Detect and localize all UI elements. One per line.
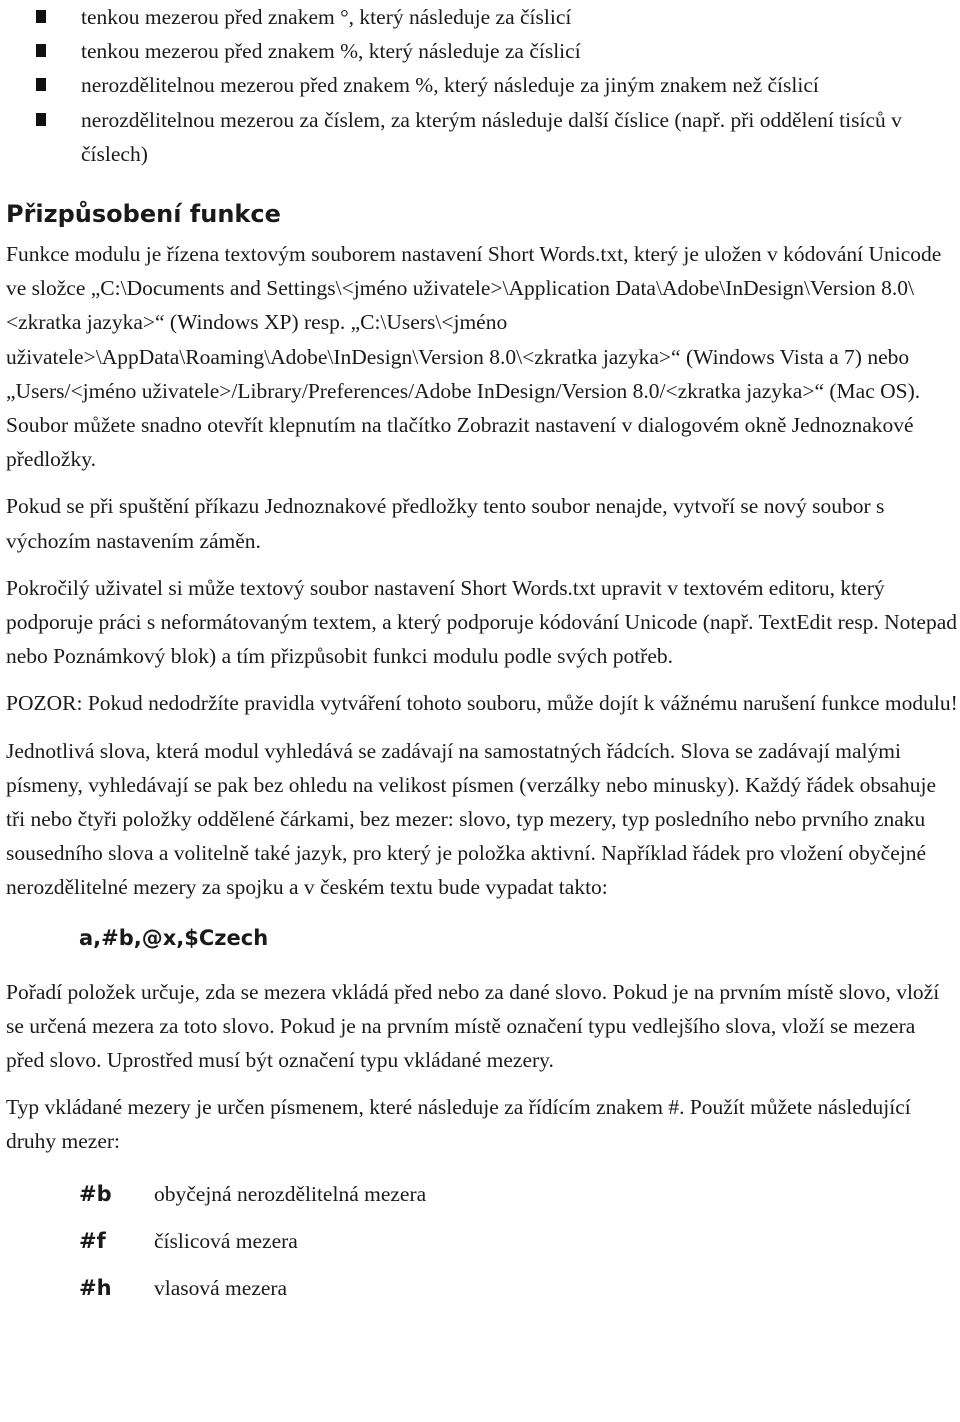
bullet-item: tenkou mezerou před znakem °, který následuje za číslicí — [6, 0, 958, 34]
paragraph-missing-file: Pokud se při spuštění příkazu Jednoznakové předložky tento soubor nenajde, vytvoří se nový soubor s výchozím nastavením záměn. — [6, 494, 885, 553]
space-type-code: #b — [79, 1181, 112, 1206]
bullet-item: nerozdělitelnou mezerou za číslem, za kterým následuje další číslice (např. při oddělení tisíců v číslech) — [6, 103, 958, 171]
space-type-description: obyčejná nerozdělitelná mezera — [154, 1181, 427, 1206]
space-type-row — [6, 1271, 958, 1318]
paragraph-item-order: Pořadí položek určuje, zda se mezera vkládá před nebo za dané slovo. Pokud je na prvním místě slovo, vloží se určená mezera za toto slovo. Pokud je na prvním místě označení typu vedlejšího slova, vloží se mezera před slovo. Uprostřed musí být označení typu vkládané mezery. — [6, 979, 940, 1073]
paragraph-settings-file: Funkce modulu je řízena textovým souborem nastavení Short Words.txt, který je uložen v kódování Unicode ve složce „C:\Documents and Settings\<jméno uživatele>\Application Data\Adobe\InDesign\Version 8.0\<zkratka jazyka>“ (Windows XP) resp. „C:\Users\<jméno uživatele>\AppData\Roaming\Adobe\InDesign\Version 8.0\<zkratka jazyka>“ (Windows Vista a 7) nebo „Users/<jméno uživatele>/Library/Preferences/Adobe InDesign/Version 8.0/<zkratka jazyka>“ (Mac OS). Soubor můžete snadno otevřít klepnutím na tlačítko Zobrazit nastavení v dialogovém okně Jednoznakové předložky. — [6, 242, 942, 472]
space-type-row — [6, 1177, 958, 1224]
space-type-description: vlasová mezera — [154, 1275, 288, 1300]
paragraph-word-format: Jednotlivá slova, která modul vyhledává se zadávají na samostatných řádcích. Slova se zadávají malými písmeny, vyhledávají se pak bez ohledu na velikost písmen (verzálky nebo minusky). Každý řádek obsahuje tři nebo čtyři položky oddělené čárkami, bez mezer: slovo, typ mezery, typ posledního nebo prvního znaku sousedního slova a volitelně také jazyk, pro který je položka aktivní. Například řádek pro vložení obyčejné nerozdělitelné mezery za spojku a v českém textu bude vypadat takto: — [6, 738, 937, 900]
bullet-item: nerozdělitelnou mezerou před znakem %, který následuje za jiným znakem než číslicí — [6, 68, 958, 102]
section-heading: Přizpůsobení funkce — [6, 200, 281, 229]
paragraph-advanced-user: Pokročilý uživatel si může textový soubor nastavení Short Words.txt upravit v textovém editoru, který podporuje práci s neformátovaným textem, a který podporuje kódování Unicode (např. TextEdit resp. Notepad nebo Poznámkový blok) a tím přizpůsobit funkci modulu podle svých potřeb. — [6, 575, 957, 669]
space-type-row — [6, 1224, 958, 1271]
space-type-description: číslicová mezera — [154, 1228, 298, 1253]
code-example: a,#b,@x,$Czech — [79, 925, 269, 950]
bullet-list — [6, 0, 958, 171]
paragraph-warning: POZOR: Pokud nedodržíte pravidla vytváření tohoto souboru, může dojít k vážnému narušení funkce modulu! — [6, 691, 958, 716]
document-page — [6, 0, 958, 1318]
space-type-code: #f — [79, 1228, 106, 1253]
paragraph-space-type: Typ vkládané mezery je určen písmenem, které následuje za řídícím znakem #. Použít můžete následující druhy mezer: — [6, 1095, 911, 1154]
space-type-code: #h — [79, 1275, 112, 1300]
bullet-item: tenkou mezerou před znakem %, který následuje za číslicí — [6, 34, 958, 68]
space-types-list — [6, 1177, 958, 1318]
